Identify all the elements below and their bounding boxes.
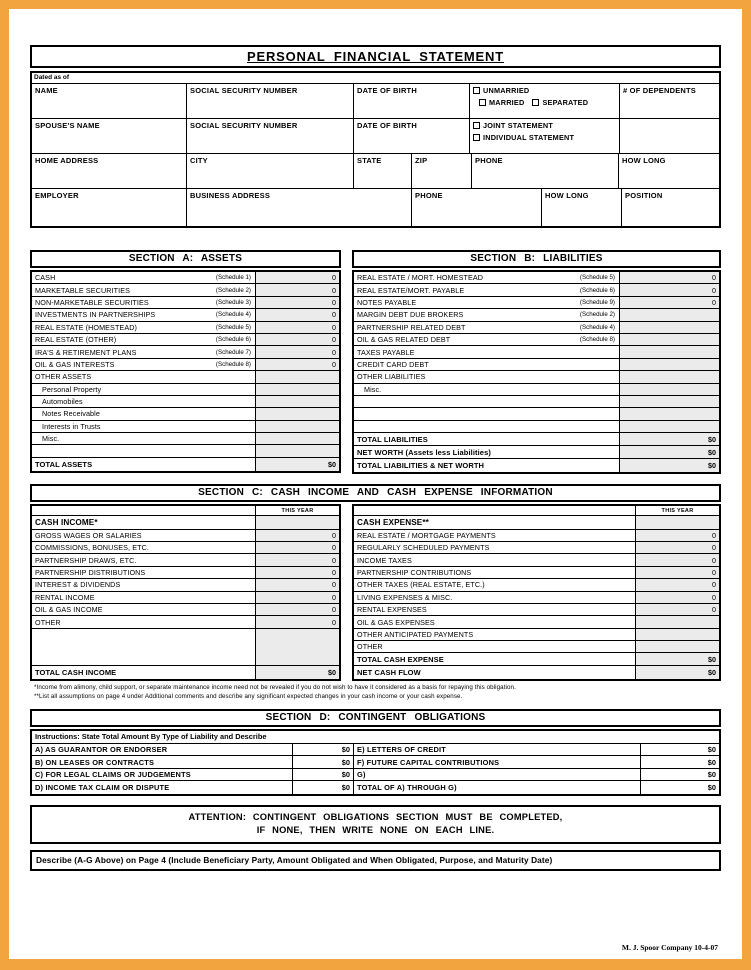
separated-label: SEPARATED	[542, 98, 589, 107]
liability-row	[354, 371, 719, 383]
liability-row	[354, 309, 719, 321]
schedule-ref: (Schedule 4)	[579, 323, 615, 331]
expense-row	[354, 530, 719, 542]
amount-cell[interactable]: $0	[619, 446, 719, 458]
row-label: NET WORTH (Assets less Liabilities)	[357, 447, 491, 457]
header-row-4	[32, 189, 719, 226]
contingent-obligations-table	[30, 729, 721, 796]
row-label: NON-MARKETABLE SECURITIES	[35, 297, 149, 307]
row-label: REGULARLY SCHEDULED PAYMENTS	[357, 543, 490, 553]
this-year-label: THIS YEAR	[635, 506, 719, 515]
contingent-row	[32, 781, 719, 794]
asset-row	[32, 408, 339, 420]
home-address-label: HOME ADDRESS	[35, 156, 99, 165]
joint-statement-label: JOINT STATEMENT	[483, 121, 554, 130]
amount-cell[interactable]: 0	[255, 530, 339, 541]
contingent-row	[32, 769, 719, 782]
spouse-name-label: SPOUSE'S NAME	[35, 121, 100, 130]
schedule-ref: (Schedule 7)	[215, 348, 251, 356]
asset-row	[32, 359, 339, 371]
amount-cell[interactable]	[619, 396, 719, 407]
row-label: Misc.	[42, 434, 60, 444]
amount-cell[interactable]	[255, 396, 339, 407]
row-label: OIL & GAS EXPENSES	[357, 617, 435, 627]
liabilities-table	[352, 270, 721, 474]
row-label: Notes Receivable	[42, 409, 100, 419]
asset-row	[32, 346, 339, 358]
spouse-name-field[interactable]	[32, 119, 187, 153]
row-label: REAL ESTATE (OTHER)	[35, 335, 117, 345]
section-c-header: SECTION C: CASH INCOME AND CASH EXPENSE INFORMATION	[30, 484, 721, 502]
liability-row	[354, 408, 719, 420]
schedule-ref: (Schedule 4)	[215, 311, 251, 319]
row-label: OIL & GAS RELATED DEBT	[357, 335, 451, 345]
contingent-right-label: F) FUTURE CAPITAL CONTRIBUTIONS	[357, 757, 500, 767]
amount-cell[interactable]: 0	[255, 309, 339, 320]
amount-cell[interactable]: 0	[255, 297, 339, 308]
row-label: OTHER ANTICIPATED PAYMENTS	[357, 629, 474, 639]
row-label: OIL & GAS INTERESTS	[35, 359, 115, 369]
dob-field[interactable]	[354, 84, 470, 118]
row-label: TOTAL LIABILITIES	[357, 434, 428, 444]
asset-row	[32, 445, 339, 457]
amount-cell[interactable]: 0	[635, 530, 719, 541]
expense-row	[354, 542, 719, 554]
amount-cell[interactable]	[255, 371, 339, 382]
amount-cell[interactable]	[619, 359, 719, 370]
amount-cell[interactable]	[255, 629, 339, 666]
amount-cell[interactable]	[255, 445, 339, 456]
liability-row	[354, 384, 719, 396]
amount-cell[interactable]: 0	[255, 616, 339, 627]
amount-cell[interactable]: 0	[635, 554, 719, 565]
amount-cell[interactable]	[255, 433, 339, 444]
income-row	[32, 629, 339, 667]
contingent-right-amount[interactable]: $0	[640, 781, 719, 794]
asset-row	[32, 458, 339, 471]
liability-row	[354, 396, 719, 408]
contingent-instructions: Instructions: State Total Amount By Type of Liability and Describe	[32, 731, 719, 744]
row-label: TOTAL CASH INCOME	[35, 668, 117, 678]
income-row	[32, 554, 339, 566]
amount-cell[interactable]: 0	[255, 567, 339, 578]
business-phone-field[interactable]	[412, 189, 542, 226]
asset-row	[32, 322, 339, 334]
attention-line-2: IF NONE, THEN WRITE NONE ON EACH LINE.	[256, 825, 495, 836]
individual-statement-option	[473, 133, 616, 142]
joint-statement-option	[473, 121, 616, 130]
asset-row	[32, 384, 339, 396]
state-field[interactable]	[354, 154, 412, 188]
row-label: RENTAL EXPENSES	[357, 605, 427, 615]
spouse-ssn-field[interactable]	[187, 119, 354, 153]
section-a-assets	[30, 250, 341, 474]
this-year-row	[354, 506, 719, 516]
row-label: INVESTMENTS IN PARTNERSHIPS	[35, 310, 156, 320]
row-label: MARGIN DEBT DUE BROKERS	[357, 310, 464, 320]
section-c-body	[30, 504, 721, 681]
individual-statement-label: INDIVIDUAL STATEMENT	[483, 133, 575, 142]
married-checkbox[interactable]	[479, 99, 486, 106]
spouse-ssn-label: SOCIAL SECURITY NUMBER	[190, 121, 298, 130]
home-address-field[interactable]	[32, 154, 187, 188]
income-row	[32, 604, 339, 616]
attention-box	[30, 805, 721, 844]
row-label: OTHER ASSETS	[35, 372, 92, 382]
amount-cell[interactable]: 0	[619, 297, 719, 308]
separated-checkbox[interactable]	[532, 99, 539, 106]
schedule-ref: (Schedule 8)	[215, 360, 251, 368]
row-label: IRA'S & RETIREMENT PLANS	[35, 347, 137, 357]
dob-label: DATE OF BIRTH	[357, 86, 417, 95]
schedule-ref: (Schedule 2)	[215, 286, 251, 294]
row-label: PARTNERSHIP CONTRIBUTIONS	[357, 567, 472, 577]
row-label: RENTAL INCOME	[35, 592, 95, 602]
contingent-left-amount[interactable]: $0	[292, 744, 354, 756]
row-label: TOTAL LIABILITIES & NET WORTH	[357, 461, 485, 471]
liability-row	[354, 284, 719, 296]
form-content	[9, 9, 742, 871]
amount-cell[interactable]: 0	[635, 592, 719, 603]
phone-label: PHONE	[475, 156, 503, 165]
income-row	[32, 542, 339, 554]
section-b-liabilities	[352, 250, 721, 474]
married-label: MARRIED	[489, 98, 525, 107]
schedule-ref: (Schedule 5)	[579, 274, 615, 282]
amount-cell[interactable]: $0	[255, 666, 339, 679]
contingent-right-amount[interactable]: $0	[640, 769, 719, 781]
header-row-2	[32, 119, 719, 154]
schedule-ref: (Schedule 3)	[215, 298, 251, 306]
contingent-row	[32, 756, 719, 769]
expense-row	[354, 641, 719, 653]
contingent-right-amount[interactable]: $0	[640, 744, 719, 756]
row-label: PARTNERSHIP RELATED DEBT	[357, 322, 466, 332]
cash-income-header-row	[32, 516, 339, 530]
row-label: COMMISSIONS, BONUSES, ETC.	[35, 543, 150, 553]
income-row	[32, 592, 339, 604]
name-label: NAME	[35, 86, 58, 95]
amount-cell[interactable]: 0	[255, 554, 339, 565]
amount-cell[interactable]: 0	[255, 322, 339, 333]
contingent-right-label: TOTAL OF A) THROUGH G)	[357, 783, 457, 793]
liability-row	[354, 346, 719, 358]
amount-cell	[255, 516, 339, 529]
section-d-header: SECTION D: CONTINGENT OBLIGATIONS	[30, 709, 721, 727]
expense-row	[354, 616, 719, 628]
amount-cell[interactable]: 0	[255, 542, 339, 553]
liability-row	[354, 322, 719, 334]
expense-row	[354, 579, 719, 591]
amount-cell[interactable]: 0	[635, 567, 719, 578]
income-row	[32, 579, 339, 591]
section-b-header: SECTION B: LIABILITIES	[352, 250, 721, 268]
footer-credit: M. J. Spoor Company 10-4-07	[621, 943, 718, 952]
row-label: PARTNERSHIP DRAWS, ETC.	[35, 555, 137, 565]
employer-how-long-field[interactable]	[542, 189, 622, 226]
unmarried-checkbox[interactable]	[473, 87, 480, 94]
asset-row	[32, 334, 339, 346]
amount-cell[interactable]: 0	[255, 579, 339, 590]
liability-row	[354, 433, 719, 446]
income-row	[32, 616, 339, 628]
income-row	[32, 530, 339, 542]
row-label: TOTAL CASH EXPENSE	[357, 654, 444, 664]
city-label: CITY	[190, 156, 208, 165]
business-address-label: BUSINESS ADDRESS	[190, 191, 271, 200]
amount-cell[interactable]: 0	[255, 346, 339, 357]
footnote-assumptions: **List all assumptions on page 4 under Additional comments and describe any significant expected changes in your cash income or your cash expense.	[34, 693, 463, 701]
cash-expense-table	[352, 504, 721, 681]
sections-a-b	[30, 250, 721, 474]
schedule-ref: (Schedule 6)	[579, 286, 615, 294]
liability-row	[354, 459, 719, 472]
cash-expense-header: CASH EXPENSE**	[357, 517, 429, 527]
amount-cell[interactable]	[619, 371, 719, 382]
position-field[interactable]	[622, 189, 719, 226]
schedule-ref: (Schedule 1)	[215, 274, 251, 282]
amount-cell[interactable]	[619, 421, 719, 432]
amount-cell[interactable]	[255, 408, 339, 419]
row-label: OIL & GAS INCOME	[35, 605, 103, 615]
cash-income-header: CASH INCOME*	[35, 517, 98, 527]
asset-row	[32, 309, 339, 321]
row-label: INTEREST & DIVIDENDS	[35, 580, 121, 590]
amount-cell[interactable]: 0	[255, 334, 339, 345]
liability-row	[354, 334, 719, 346]
schedule-ref: (Schedule 6)	[215, 336, 251, 344]
amount-cell[interactable]: 0	[255, 272, 339, 283]
ssn-label: SOCIAL SECURITY NUMBER	[190, 86, 298, 95]
form-title: PERSONAL FINANCIAL STATEMENT	[247, 49, 504, 64]
asset-row	[32, 272, 339, 284]
section-c-footnotes	[34, 684, 721, 701]
expense-row	[354, 604, 719, 616]
employer-how-long-label: HOW LONG	[545, 191, 589, 200]
unmarried-label: UNMARRIED	[483, 86, 530, 95]
amount-cell[interactable]: 0	[255, 284, 339, 295]
row-label: CREDIT CARD DEBT	[357, 359, 429, 369]
liability-row	[354, 359, 719, 371]
state-label: STATE	[357, 156, 382, 165]
contingent-row	[32, 744, 719, 757]
cash-income-table	[30, 504, 341, 681]
asset-row	[32, 297, 339, 309]
name-field[interactable]	[32, 84, 187, 118]
liability-row	[354, 272, 719, 284]
this-year-label: THIS YEAR	[255, 506, 339, 515]
form-page	[9, 9, 742, 959]
attention-line-1: ATTENTION: CONTINGENT OBLIGATIONS SECTION MUST BE COMPLETED,	[188, 812, 563, 823]
contingent-left-label: D) INCOME TAX CLAIM OR DISPUTE	[35, 783, 170, 793]
income-row	[32, 567, 339, 579]
how-long-label: HOW LONG	[622, 156, 666, 165]
amount-cell[interactable]: 0	[635, 604, 719, 615]
zip-field[interactable]	[412, 154, 472, 188]
contingent-right-label: E) LETTERS OF CREDIT	[357, 744, 446, 754]
expense-row	[354, 653, 719, 666]
amount-cell[interactable]	[635, 641, 719, 652]
row-label: TAXES PAYABLE	[357, 347, 415, 357]
row-label: Interests in Trusts	[42, 421, 101, 431]
amount-cell[interactable]: $0	[255, 458, 339, 471]
assets-table	[30, 270, 341, 473]
contingent-right-amount[interactable]: $0	[640, 756, 719, 768]
expense-row	[354, 567, 719, 579]
row-label: INCOME TAXES	[357, 555, 412, 565]
amount-cell[interactable]	[619, 334, 719, 345]
row-label: OTHER	[35, 617, 61, 627]
row-label: LIVING EXPENSES & MISC.	[357, 592, 453, 602]
expense-row	[354, 554, 719, 566]
schedule-ref: (Schedule 2)	[579, 311, 615, 319]
expense-row	[354, 666, 719, 679]
row-label: CASH	[35, 273, 56, 283]
amount-cell[interactable]	[255, 384, 339, 395]
contingent-left-amount[interactable]: $0	[292, 769, 354, 781]
row-label: NET CASH FLOW	[357, 668, 421, 678]
amount-cell[interactable]: 0	[255, 359, 339, 370]
amount-cell[interactable]	[635, 629, 719, 640]
employer-field[interactable]	[32, 189, 187, 226]
income-row	[32, 666, 339, 679]
header-row-1	[32, 84, 719, 119]
schedule-ref: (Schedule 9)	[579, 298, 615, 306]
dated-as-of-label: Dated as of	[32, 73, 719, 84]
amount-cell[interactable]	[635, 616, 719, 627]
dependents-field[interactable]	[620, 84, 719, 118]
this-year-row	[32, 506, 339, 516]
row-label: MARKETABLE SECURITIES	[35, 285, 131, 295]
schedule-ref: (Schedule 5)	[215, 323, 251, 331]
row-label: OTHER TAXES (REAL ESTATE, ETC.)	[357, 580, 485, 590]
amount-cell[interactable]	[619, 346, 719, 357]
amount-cell[interactable]: $0	[635, 653, 719, 665]
contingent-left-label: C) FOR LEGAL CLAIMS OR JUDGEMENTS	[35, 770, 191, 780]
amount-cell[interactable]	[619, 408, 719, 419]
row-label: REAL ESTATE (HOMESTEAD)	[35, 322, 138, 332]
phone-field[interactable]	[472, 154, 619, 188]
individual-statement-checkbox[interactable]	[473, 134, 480, 141]
row-label: PARTNERSHIP DISTRIBUTIONS	[35, 567, 146, 577]
amount-cell[interactable]: $0	[619, 433, 719, 445]
amount-cell[interactable]: 0	[635, 542, 719, 553]
married-separated-options	[479, 98, 616, 107]
cash-expense-header-row	[354, 516, 719, 530]
row-label: TOTAL ASSETS	[35, 459, 93, 469]
row-label: Automobiles	[42, 397, 83, 407]
expense-row	[354, 629, 719, 641]
dependents-label: # OF DEPENDENTS	[623, 86, 697, 95]
contingent-right-label: G)	[357, 770, 366, 780]
liability-row	[354, 297, 719, 309]
header-row-3	[32, 154, 719, 189]
row-label: GROSS WAGES OR SALARIES	[35, 530, 142, 540]
position-label: POSITION	[625, 191, 663, 200]
personal-info-table	[30, 71, 721, 228]
contingent-left-label: B) ON LEASES OR CONTRACTS	[35, 757, 155, 767]
amount-cell[interactable]	[619, 309, 719, 320]
marital-status-field	[470, 84, 620, 118]
form-title-box	[30, 45, 721, 68]
how-long-field[interactable]	[619, 154, 719, 188]
amount-cell[interactable]: 0	[635, 579, 719, 590]
amount-cell[interactable]: 0	[619, 284, 719, 295]
spouse-dob-label: DATE OF BIRTH	[357, 121, 417, 130]
asset-row	[32, 421, 339, 433]
row-label: Personal Property	[42, 384, 102, 394]
amount-cell[interactable]	[255, 421, 339, 432]
section-a-header: SECTION A: ASSETS	[30, 250, 341, 268]
amount-cell	[635, 516, 719, 529]
amount-cell[interactable]	[619, 384, 719, 395]
unmarried-option	[473, 86, 616, 95]
amount-cell[interactable]: 0	[619, 272, 719, 283]
expense-row	[354, 592, 719, 604]
employer-label: EMPLOYER	[35, 191, 79, 200]
amount-cell[interactable]: 0	[255, 604, 339, 615]
business-phone-label: PHONE	[415, 191, 443, 200]
empty-cell	[620, 119, 719, 153]
row-label: NOTES PAYABLE	[357, 297, 417, 307]
liability-row	[354, 421, 719, 433]
amount-cell[interactable]: $0	[619, 459, 719, 472]
contingent-left-label: A) AS GUARANTOR OR ENDORSER	[35, 744, 168, 754]
asset-row	[32, 284, 339, 296]
spouse-dob-field[interactable]	[354, 119, 470, 153]
asset-row	[32, 371, 339, 383]
row-label: Misc.	[364, 384, 382, 394]
liability-row	[354, 446, 719, 459]
amount-cell[interactable]	[619, 322, 719, 333]
joint-statement-checkbox[interactable]	[473, 122, 480, 129]
city-field[interactable]	[187, 154, 354, 188]
footnote-income: *Income from alimony, child support, or separate maintenance income need not be revealed if you do not wish to have it considered as a basis for repaying this obligation.	[34, 684, 516, 692]
row-label: OTHER	[357, 642, 383, 652]
zip-label: ZIP	[415, 156, 428, 165]
business-address-field[interactable]	[187, 189, 412, 226]
asset-row	[32, 433, 339, 445]
amount-cell[interactable]: 0	[255, 592, 339, 603]
row-label: REAL ESTATE / MORTGAGE PAYMENTS	[357, 530, 496, 540]
amount-cell[interactable]: $0	[635, 666, 719, 679]
ssn-field[interactable]	[187, 84, 354, 118]
contingent-left-amount[interactable]: $0	[292, 781, 354, 794]
row-label: OTHER LIABILITIES	[357, 372, 426, 382]
schedule-ref: (Schedule 8)	[579, 336, 615, 344]
describe-note: Describe (A-G Above) on Page 4 (Include Beneficiary Party, Amount Obligated and When Obligated, Purpose, and Maturity Date)	[30, 850, 721, 871]
statement-type-field	[470, 119, 620, 153]
contingent-left-amount[interactable]: $0	[292, 756, 354, 768]
asset-row	[32, 396, 339, 408]
row-label: REAL ESTATE/MORT. PAYABLE	[357, 285, 465, 295]
row-label: REAL ESTATE / MORT. HOMESTEAD	[357, 273, 484, 283]
